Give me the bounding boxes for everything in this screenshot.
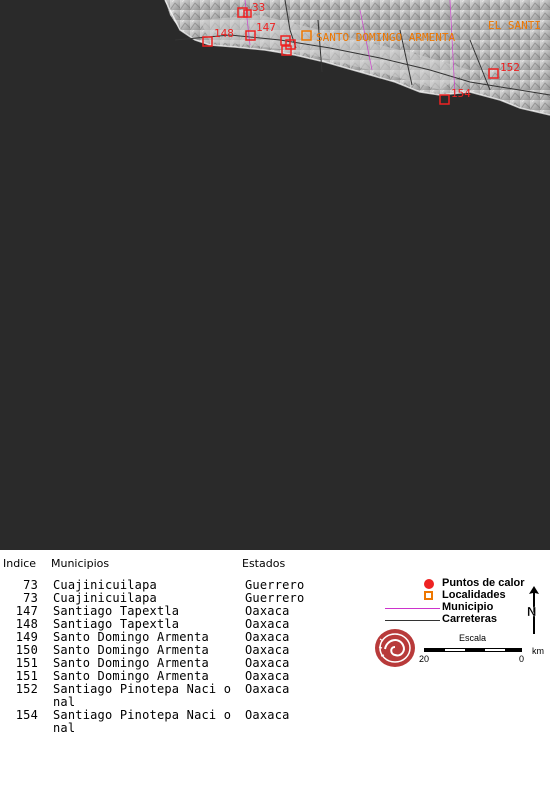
locality-label-148: 148 — [214, 27, 234, 40]
row-municipio: Cuajinicuilapa — [53, 578, 157, 592]
locality-label-147: 147 — [256, 21, 276, 34]
locality-label-33: 33 — [252, 1, 266, 14]
row-municipio: Santiago Pinotepa Naci onal — [53, 682, 232, 709]
hotspot-icon — [424, 579, 434, 589]
row-indice: 149 — [15, 630, 38, 644]
row-municipio: Santo Domingo Armenta — [53, 643, 209, 657]
map-legend: Puntos de calor Localidades Municipio Carreteras — [380, 578, 550, 688]
row-municipio: Santiago Pinotepa Naci onal — [53, 708, 232, 735]
row-estado: Oaxaca — [245, 669, 290, 683]
row-indice: 154 — [15, 708, 38, 722]
row-estado: Oaxaca — [245, 630, 290, 644]
institution-seal-icon — [373, 627, 417, 669]
scale-right-value: 0 — [519, 654, 525, 664]
scale-bar — [424, 648, 522, 652]
locality-icon — [424, 591, 433, 600]
row-indice: 148 — [15, 617, 38, 631]
row-estado: Oaxaca — [245, 643, 290, 657]
row-indice: 73 — [23, 578, 38, 592]
scale-title: Escala — [459, 633, 487, 643]
road-line-icon — [385, 620, 440, 621]
row-estado: Oaxaca — [245, 682, 290, 696]
locality-label-el-santi: EL SANTI — [488, 19, 541, 32]
row-estado: Oaxaca — [245, 708, 290, 722]
row-estado: Guerrero — [245, 591, 305, 605]
north-arrow-icon — [526, 586, 542, 636]
row-municipio: Santo Domingo Armenta — [53, 669, 209, 683]
scale-left-value: 20 — [419, 654, 430, 664]
header-estados: Estados — [242, 557, 286, 570]
row-indice: 73 — [23, 591, 38, 605]
row-indice: 151 — [15, 656, 38, 670]
row-municipio: Santo Domingo Armenta — [53, 630, 209, 644]
row-indice: 147 — [15, 604, 38, 618]
locality-label-152: 152 — [500, 61, 520, 74]
row-indice: 152 — [15, 682, 38, 696]
municipio-line-icon — [385, 608, 440, 609]
header-indice: Indice — [3, 557, 37, 570]
scale-unit: km — [532, 646, 544, 656]
row-indice: 150 — [15, 643, 38, 657]
row-municipio: Santiago Tapextla — [53, 604, 180, 618]
row-estado: Guerrero — [245, 578, 305, 592]
row-estado: Oaxaca — [245, 604, 290, 618]
row-estado: Oaxaca — [245, 617, 290, 631]
row-indice: 151 — [15, 669, 38, 683]
locality-label-santo-domingo-armenta: SANTO DOMINGO ARMENTA — [316, 31, 456, 44]
row-municipio: Cuajinicuilapa — [53, 591, 157, 605]
locality-label-154: 154 — [451, 87, 471, 100]
header-municipios: Municipios — [51, 557, 110, 570]
svg-text:N: N — [527, 604, 537, 619]
row-estado: Oaxaca — [245, 656, 290, 670]
row-municipio: Santo Domingo Armenta — [53, 656, 209, 670]
row-municipio: Santiago Tapextla — [53, 617, 180, 631]
